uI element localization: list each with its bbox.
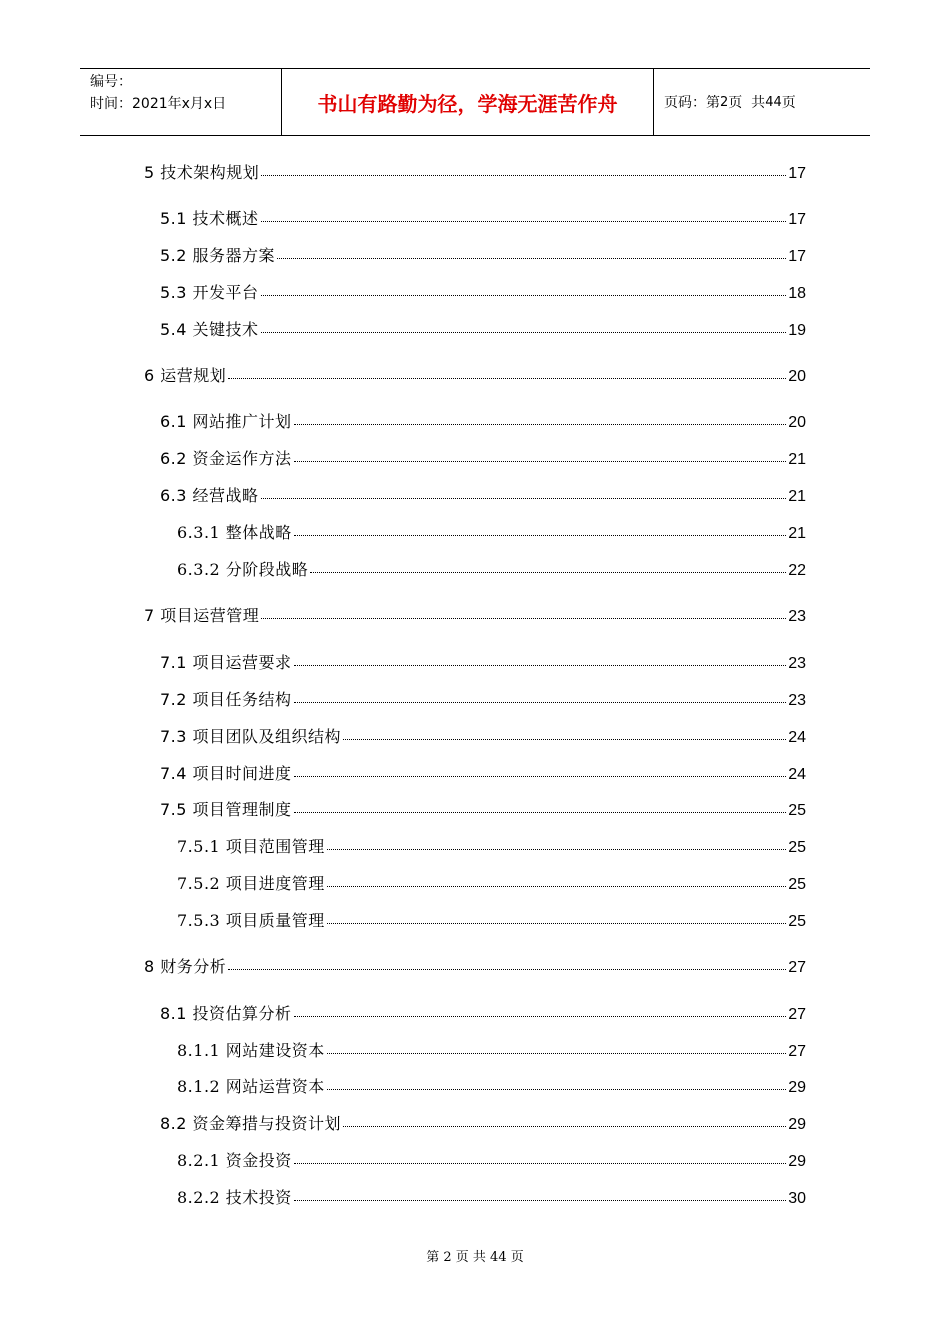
toc-entry-title: 6.3.1 整体战略 xyxy=(177,523,292,542)
toc-leader-dots xyxy=(294,1012,787,1017)
toc-entry-page: 27 xyxy=(788,1043,806,1060)
toc-entry-page: 22 xyxy=(788,562,806,579)
toc-entry-title: 6.2 资金运作方法 xyxy=(160,449,292,468)
toc-leader-dots xyxy=(261,494,787,499)
toc-entry[interactable] xyxy=(144,954,806,976)
toc-entry-title: 6.1 网站推广计划 xyxy=(160,412,292,431)
toc-leader-dots xyxy=(228,374,786,379)
toc-entry[interactable] xyxy=(160,206,806,228)
toc-entry[interactable] xyxy=(144,603,806,625)
toc-leader-dots xyxy=(228,965,786,970)
toc-entry[interactable] xyxy=(177,1185,806,1207)
header-page-middle: 页 共 xyxy=(728,95,766,111)
toc-entry-page: 20 xyxy=(788,368,806,385)
toc-entry-title: 7.1 项目运营要求 xyxy=(160,653,292,672)
toc-entry-title: 6.3 经营战略 xyxy=(160,486,259,505)
page-header xyxy=(80,68,870,136)
toc-entry-page: 27 xyxy=(788,959,806,976)
toc-leader-dots xyxy=(343,1122,786,1127)
header-serial-label: 编号： xyxy=(90,74,132,90)
toc-entry-title: 8.2.2 技术投资 xyxy=(177,1188,292,1207)
toc-leader-dots xyxy=(327,1049,786,1054)
toc-entry-title: 8.1.1 网站建设资本 xyxy=(177,1041,325,1060)
toc-entry-title: 8.2.1 资金投资 xyxy=(177,1151,292,1170)
toc-entry[interactable] xyxy=(177,1038,806,1060)
header-page-total: 44 xyxy=(765,94,782,110)
toc-entry-title: 5.4 关键技术 xyxy=(160,320,259,339)
toc-entry[interactable] xyxy=(160,687,806,709)
toc-entry[interactable] xyxy=(160,650,806,672)
toc-entry-title: 8.1 投资估算分析 xyxy=(160,1004,292,1023)
header-meta xyxy=(80,69,282,135)
toc-entry-title: 7.2 项目任务结构 xyxy=(160,690,292,709)
toc-entry-page: 27 xyxy=(788,1006,806,1023)
toc-entry-page: 29 xyxy=(788,1079,806,1096)
toc-entry[interactable] xyxy=(160,446,806,468)
toc-entry[interactable] xyxy=(160,724,806,746)
toc-entry[interactable] xyxy=(160,317,806,339)
toc-entry-title: 7.3 项目团队及组织结构 xyxy=(160,727,342,746)
toc-entry-page: 17 xyxy=(788,165,806,182)
toc-entry-page: 25 xyxy=(788,876,806,893)
toc-entry-title: 7.5.3 项目质量管理 xyxy=(177,911,325,930)
toc-entry[interactable] xyxy=(177,520,806,542)
toc-entry-page: 21 xyxy=(788,488,806,505)
toc-entry-title: 7.5.2 项目进度管理 xyxy=(177,874,325,893)
toc-entry[interactable] xyxy=(144,160,806,182)
toc-leader-dots xyxy=(327,1085,786,1090)
toc-entry-page: 24 xyxy=(788,729,806,746)
toc-entry-page: 24 xyxy=(788,766,806,783)
toc-entry[interactable] xyxy=(177,834,806,856)
toc-leader-dots xyxy=(343,735,786,740)
toc-entry-page: 25 xyxy=(788,839,806,856)
toc-entry-page: 21 xyxy=(788,451,806,468)
toc-entry-page: 23 xyxy=(788,692,806,709)
toc-leader-dots xyxy=(294,698,787,703)
header-page-info xyxy=(654,69,870,135)
header-page-suffix: 页 xyxy=(781,95,796,111)
toc-entry-title: 8.2 资金筹措与投资计划 xyxy=(160,1114,342,1133)
toc-entry-page: 30 xyxy=(788,1190,806,1207)
toc-entry-page: 17 xyxy=(788,211,806,228)
toc-entry-title: 5.1 技术概述 xyxy=(160,209,259,228)
toc-entry[interactable] xyxy=(160,280,806,302)
toc-entry-page: 25 xyxy=(788,802,806,819)
toc-entry[interactable] xyxy=(177,557,806,579)
toc-leader-dots xyxy=(310,568,786,573)
toc-entry-page: 29 xyxy=(788,1116,806,1133)
toc-entry[interactable] xyxy=(160,409,806,431)
toc-entry-page: 17 xyxy=(788,248,806,265)
toc-entry[interactable] xyxy=(160,243,806,265)
header-motto: 书山有路勤为径，学海无涯苦作舟 xyxy=(282,69,654,135)
toc-entry-page: 18 xyxy=(788,285,806,302)
toc-leader-dots xyxy=(327,882,786,887)
toc-leader-dots xyxy=(294,808,787,813)
toc-entry[interactable] xyxy=(177,1148,806,1170)
toc-leader-dots xyxy=(294,1196,786,1201)
toc-entry-page: 19 xyxy=(788,322,806,339)
toc-entry[interactable] xyxy=(144,363,806,385)
toc-entry-title: 6.3.2 分阶段战略 xyxy=(177,560,309,579)
toc-entry-page: 21 xyxy=(788,525,806,542)
toc-entry[interactable] xyxy=(160,797,806,819)
toc-entry-page: 29 xyxy=(788,1153,806,1170)
header-date: 时间：2021年x月x日 xyxy=(90,96,227,112)
toc-leader-dots xyxy=(327,919,786,924)
toc-entry[interactable] xyxy=(160,761,806,783)
toc-entry-title: 7 项目运营管理 xyxy=(144,606,260,625)
toc-entry-title: 5.3 开发平台 xyxy=(160,283,259,302)
toc-leader-dots xyxy=(261,291,787,296)
header-page-current: 2 xyxy=(720,94,729,110)
toc-leader-dots xyxy=(277,254,786,259)
toc-entry-title: 7.4 项目时间进度 xyxy=(160,764,292,783)
toc-leader-dots xyxy=(294,661,787,666)
toc-entry-title: 5.2 服务器方案 xyxy=(160,246,276,265)
header-page-prefix: 页码：第 xyxy=(664,95,720,111)
toc-entry-title: 6 运营规划 xyxy=(144,366,227,385)
toc-leader-dots xyxy=(261,328,787,333)
toc-entry-title: 8.1.2 网站运营资本 xyxy=(177,1077,325,1096)
toc-entry[interactable] xyxy=(177,871,806,893)
toc-entry-page: 20 xyxy=(788,414,806,431)
toc-entry[interactable] xyxy=(177,908,806,930)
toc-leader-dots xyxy=(261,614,786,619)
toc-leader-dots xyxy=(294,420,787,425)
toc-entry-page: 25 xyxy=(788,913,806,930)
toc-leader-dots xyxy=(294,457,787,462)
toc-leader-dots xyxy=(261,217,787,222)
toc-entry[interactable] xyxy=(160,1111,806,1133)
toc-entry[interactable] xyxy=(177,1074,806,1096)
toc-leader-dots xyxy=(294,531,786,536)
toc-entry-page: 23 xyxy=(788,608,806,625)
toc-entry-title: 5 技术架构规划 xyxy=(144,163,260,182)
toc-entry-title: 7.5.1 项目范围管理 xyxy=(177,837,325,856)
toc-entry[interactable] xyxy=(160,1001,806,1023)
toc-leader-dots xyxy=(327,845,786,850)
toc-leader-dots xyxy=(294,1159,786,1164)
toc-entry-title: 8 财务分析 xyxy=(144,957,227,976)
page-footer: 第 2 页 共 44 页 xyxy=(426,1250,524,1265)
toc-leader-dots xyxy=(294,772,787,777)
toc-entry[interactable] xyxy=(160,483,806,505)
toc-leader-dots xyxy=(261,171,786,176)
toc-entry-title: 7.5 项目管理制度 xyxy=(160,800,292,819)
toc-entry-page: 23 xyxy=(788,655,806,672)
